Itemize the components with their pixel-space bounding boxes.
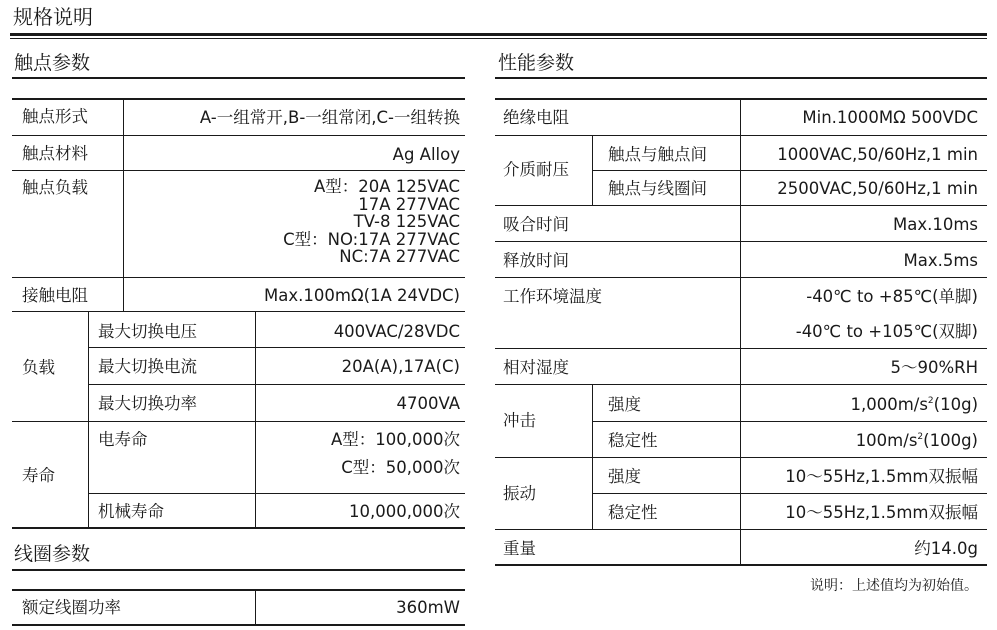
- row-sep: [495, 457, 987, 458]
- vibration-stability-label: 稳定性: [608, 503, 658, 522]
- dielectric-contact-coil-label: 触点与线圈间: [608, 179, 707, 198]
- row-sep: [12, 135, 465, 136]
- weight-label: 重量: [503, 539, 536, 558]
- coil-power-value: 360mW: [396, 598, 460, 617]
- row-sep: [495, 205, 987, 206]
- contact-material-value: Ag Alloy: [392, 145, 460, 164]
- contact-load-label: 触点负载: [22, 178, 88, 197]
- shock-stability-value-main: 100m/s: [855, 431, 918, 450]
- load-group-label: 负载: [22, 358, 55, 377]
- footnote: 说明：上述值均为初始值。: [810, 578, 978, 594]
- contact-load-line: A型：20A 125VAC: [313, 177, 460, 196]
- coil-table-bottom: [12, 624, 465, 626]
- life-group-label: 寿命: [22, 466, 55, 485]
- row-sep: [88, 493, 465, 494]
- operate-time-value: Max.10ms: [892, 215, 978, 234]
- max-voltage-label: 最大切换电压: [98, 322, 197, 341]
- mechanical-life-label: 机械寿命: [98, 502, 164, 521]
- shock-strength-value: [850, 395, 978, 415]
- max-power-label: 最大切换功率: [98, 394, 197, 413]
- performance-section-title: 性能参数: [498, 52, 575, 74]
- max-power-value: 4700VA: [396, 394, 460, 413]
- shock-stability-value: [856, 431, 978, 451]
- shock-strength-value-main: 1,000m/s: [850, 395, 928, 414]
- weight-value: 约14.0g: [914, 539, 978, 558]
- dielectric-contact-coil-value: 2500VAC,50/60Hz,1 min: [777, 179, 978, 198]
- vibration-label: 振动: [503, 484, 536, 503]
- row-sep: [12, 311, 465, 312]
- load-value-divider: [255, 311, 256, 528]
- row-sep: [592, 493, 987, 494]
- row-sep: [495, 241, 987, 242]
- contact-section-title: 触点参数: [14, 52, 91, 74]
- coil-power-label: 额定线圈功率: [22, 598, 121, 617]
- title-rule-thin: [10, 38, 987, 39]
- mechanical-life-value: 10,000,000次: [349, 502, 460, 521]
- electrical-life-value-a: A型：100,000次: [330, 430, 460, 449]
- shock-stability-value-g: (100g): [923, 431, 978, 450]
- row-sep: [592, 170, 987, 171]
- max-current-label: 最大切换电流: [98, 357, 197, 376]
- contact-table-bottom: [12, 527, 465, 529]
- insulation-label: 绝缘电阻: [503, 108, 569, 127]
- humidity-value: 5～90%RH: [890, 358, 978, 377]
- dielectric-contact-contact-value: 1000VAC,50/60Hz,1 min: [777, 145, 978, 164]
- row-sep: [12, 421, 465, 422]
- ambient-temp-double: -40℃ to +105℃(双脚): [795, 322, 978, 341]
- coil-section-title: 线圈参数: [14, 543, 91, 565]
- page-title: 规格说明: [13, 5, 93, 29]
- row-sep: [88, 384, 465, 385]
- contact-table-top: [12, 98, 465, 100]
- vibration-strength-label: 强度: [608, 467, 641, 486]
- contact-load-values: [283, 178, 460, 266]
- row-sep: [12, 170, 465, 171]
- coil-section-rule: [12, 569, 465, 571]
- shock-label: 冲击: [503, 411, 536, 430]
- max-voltage-value: 400VAC/28VDC: [333, 322, 460, 341]
- contact-load-line: TV-8 125VAC: [353, 212, 460, 231]
- contact-form-label: 触点形式: [22, 107, 88, 126]
- contact-material-label: 触点材料: [22, 144, 88, 163]
- vibration-stability-value: 10～55Hz,1.5mm双振幅: [785, 503, 978, 522]
- perf-table-bottom: [495, 564, 987, 566]
- shock-stability-exponent: 2: [917, 432, 924, 442]
- load-group-divider: [88, 311, 89, 528]
- row-sep: [12, 277, 465, 278]
- ambient-temp-label: 工作环境温度: [503, 287, 602, 306]
- ambient-temp-single: -40℃ to +85℃(单脚): [806, 287, 978, 306]
- dielectric-label: 介质耐压: [503, 160, 569, 179]
- contact-resistance-label: 接触电阻: [22, 286, 88, 305]
- electrical-life-label: 电寿命: [98, 430, 148, 449]
- row-sep: [592, 421, 987, 422]
- dielectric-contact-contact-label: 触点与触点间: [608, 145, 707, 164]
- max-current-value: 20A(A),17A(C): [341, 357, 460, 376]
- contact-table-divider: [123, 100, 124, 311]
- row-sep: [495, 135, 987, 136]
- row-sep: [495, 348, 987, 349]
- shock-stability-label: 稳定性: [608, 431, 658, 450]
- performance-section-rule: [495, 77, 987, 79]
- operate-time-label: 吸合时间: [503, 215, 569, 234]
- release-time-value: Max.5ms: [903, 251, 978, 270]
- humidity-label: 相对湿度: [503, 358, 569, 377]
- electrical-life-value-c: C型：50,000次: [341, 458, 460, 477]
- row-sep: [495, 277, 987, 278]
- coil-table-top: [12, 589, 465, 591]
- shock-strength-label: 强度: [608, 395, 641, 414]
- row-sep: [495, 384, 987, 385]
- perf-table-top: [495, 98, 987, 100]
- coil-table-divider: [255, 591, 256, 624]
- title-rule-thick: [10, 33, 987, 36]
- insulation-value: Min.1000MΩ 500VDC: [802, 108, 978, 127]
- vibration-strength-value: 10～55Hz,1.5mm双振幅: [785, 467, 978, 486]
- contact-load-line: C型：NO:17A 277VAC: [283, 229, 460, 249]
- row-sep: [495, 529, 987, 530]
- contact-load-line: NC:7A 277VAC: [339, 247, 460, 266]
- row-sep: [88, 347, 465, 348]
- contact-section-rule: [12, 77, 465, 79]
- release-time-label: 释放时间: [503, 251, 569, 270]
- contact-load-line: 17A 277VAC: [358, 194, 460, 214]
- shock-strength-value-g: (10g): [933, 395, 978, 414]
- contact-form-value: A-一组常开,B-一组常闭,C-一组转换: [199, 108, 460, 127]
- contact-resistance-value: Max.100mΩ(1A 24VDC): [264, 286, 460, 305]
- shock-strength-exponent: 2: [927, 396, 934, 406]
